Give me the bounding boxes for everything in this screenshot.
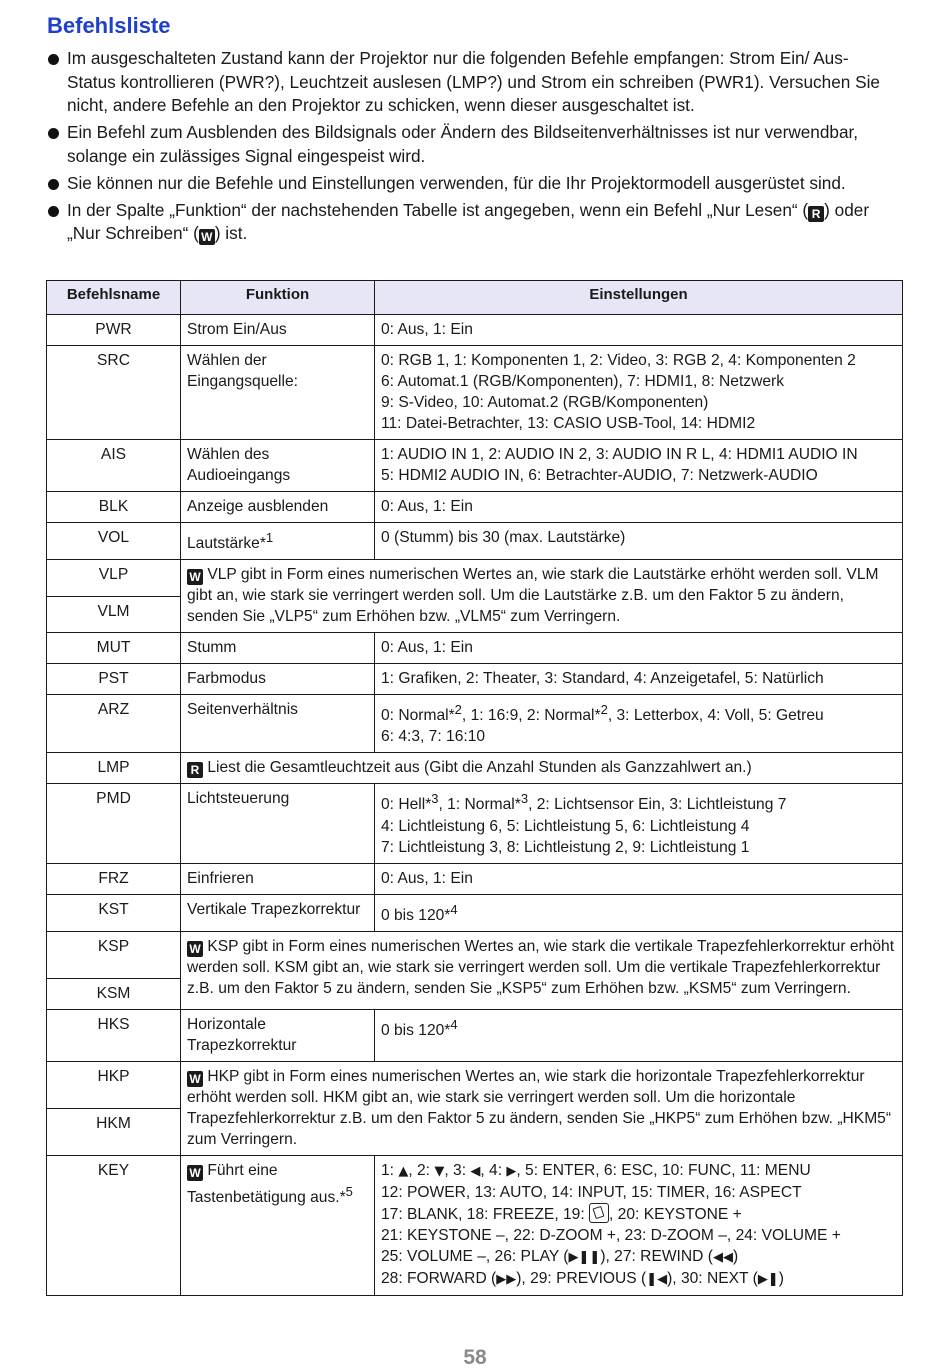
- list-item: Im ausgeschalteten Zustand kann der Projektor nur die folgenden Befehle empfangen: Strom Ein/ Aus-Status kontrollieren (PWR?), Leuchtzeit auslesen (LMP?) und Strom ein schreiben (PWR1). Versuchen Sie nicht, andere Befehle an den Projektor zu schicken, wenn dieser ausgeschaltet ist.: [47, 47, 897, 118]
- command-cell: HKM: [47, 1108, 181, 1155]
- command-cell: FRZ: [47, 863, 181, 894]
- table-row: [47, 1155, 903, 1295]
- page-number: 58: [463, 1346, 487, 1369]
- function-cell: Wählen des Audioeingangs: [181, 440, 375, 492]
- write-only-badge: W: [187, 1071, 203, 1087]
- function-cell: Seitenverhältnis: [181, 695, 375, 753]
- table-row: [47, 523, 903, 560]
- table-header-row: [47, 281, 903, 315]
- command-cell: HKS: [47, 1009, 181, 1061]
- command-cell: VOL: [47, 523, 181, 560]
- bullet-icon: [48, 179, 59, 190]
- merged-description-cell: W VLP gibt in Form eines numerischen Wertes an, wie stark die Lautstärke erhöht werden soll. VLM gibt an, wie stark sie verringert werden soll. Um die Lautstärke z.B. um den Faktor 5 zu ändern, senden Sie „VLP5“ zum Erhöhen bzw. „VLM5“ zum Verringern.: [181, 560, 903, 633]
- forward-icon: ▶▶: [496, 1271, 517, 1287]
- header-command: Befehlsname: [47, 281, 181, 315]
- settings-cell: 0 bis 120*$^4$: [375, 1009, 903, 1061]
- table-row: [47, 894, 903, 931]
- merged-description-cell: R Liest die Gesamtleuchtzeit aus (Gibt die Anzahl Stunden als Ganzzahlwert an.): [181, 753, 903, 784]
- header-settings: Einstellungen: [375, 281, 903, 315]
- command-cell: ARZ: [47, 695, 181, 753]
- table-row: [47, 695, 903, 753]
- down-arrow-icon: ▼: [434, 1163, 445, 1179]
- function-cell: Lautstärke*$^1$: [181, 523, 375, 560]
- table-row: [47, 863, 903, 894]
- write-only-badge: W: [187, 1165, 203, 1181]
- command-cell: SRC: [47, 346, 181, 440]
- function-cell: W Führt eine Tastenbetätigung aus.*$^5$: [181, 1155, 375, 1295]
- list-item: Sie können nur die Befehle und Einstellungen verwenden, für die Ihr Projektormodell ausgerüstet sind.: [47, 172, 897, 196]
- command-cell: VLP: [47, 560, 181, 597]
- page-title: Befehlsliste: [47, 13, 171, 38]
- table-row: [47, 753, 903, 784]
- right-arrow-icon: ▶: [506, 1163, 517, 1179]
- settings-cell: 0 bis 120*$^4$: [375, 894, 903, 931]
- command-cell: BLK: [47, 492, 181, 523]
- rewind-icon: ◀◀: [712, 1249, 733, 1265]
- notes-list: [47, 47, 897, 249]
- bullet-icon: [48, 206, 59, 217]
- write-only-badge: W: [187, 941, 203, 957]
- command-cell: AIS: [47, 440, 181, 492]
- command-cell: HKP: [47, 1061, 181, 1108]
- settings-cell: 0: Aus, 1: Ein: [375, 315, 903, 346]
- command-cell: KSP: [47, 931, 181, 978]
- settings-cell: 0: Aus, 1: Ein: [375, 492, 903, 523]
- settings-cell: 0: Normal*$^2$, 1: 16:9, 2: Normal*$^2$, 3: Letterbox, 4: Voll, 5: Getreu 6: 4:3, 7: 16:10: [375, 695, 903, 753]
- read-only-badge: R: [808, 206, 824, 222]
- command-cell: LMP: [47, 753, 181, 784]
- settings-cell: 0: RGB 1, 1: Komponenten 1, 2: Video, 3: RGB 2, 4: Komponenten 2 6: Automat.1 (RGB/Komponenten), 7: HDMI1, 8: Netzwerk 9: S-Video, 10: Automat.2 (RGB/Komponenten) 11: Datei-Betrachter, 13: CASIO USB-Tool, 14: HDMI2: [375, 346, 903, 440]
- write-only-badge: W: [187, 569, 203, 585]
- left-arrow-icon: ◀: [470, 1163, 481, 1179]
- previous-icon: ❚◀: [646, 1271, 668, 1287]
- table-row: [47, 633, 903, 664]
- table-row: [47, 664, 903, 695]
- command-cell: MUT: [47, 633, 181, 664]
- list-item: Ein Befehl zum Ausblenden des Bildsignals oder Ändern des Bildseitenverhältnisses ist nur verwendbar, solange ein zulässiges Signal eingespeist wird.: [47, 121, 897, 168]
- command-table: [46, 280, 903, 1296]
- function-cell: Wählen der Eingangsquelle:: [181, 346, 375, 440]
- play-pause-icon: ▶❚❚: [568, 1249, 601, 1265]
- settings-cell: 1: Grafiken, 2: Theater, 3: Standard, 4: Anzeigetafel, 5: Natürlich: [375, 664, 903, 695]
- command-cell: KSM: [47, 978, 181, 1009]
- settings-cell: 0: Aus, 1: Ein: [375, 863, 903, 894]
- merged-description-cell: W KSP gibt in Form eines numerischen Wertes an, wie stark die vertikale Trapezfehlerkorrektur erhöht werden soll. KSM gibt an, wie stark sie verringert werden soll. Um die vertikale Trapezfehlerkorrektur z.B. um den Faktor 5 zu ändern, senden Sie „KSP5“ zum Erhöhen bzw. „KSM5“ zum Verringern.: [181, 931, 903, 1009]
- next-icon: ▶❚: [757, 1271, 779, 1287]
- settings-cell: 0: Hell*$^3$, 1: Normal*$^3$, 2: Lichtsensor Ein, 3: Lichtleistung 7 4: Lichtleistung 6, 5: Lichtleistung 5, 6: Lichtleistung 4 7: Lichtleistung 3, 8: Lichtleistung 2, 9: Lichtleistung 1: [375, 784, 903, 863]
- function-cell: Horizontale Trapezkorrektur: [181, 1009, 375, 1061]
- read-only-badge: R: [187, 762, 203, 778]
- table-row: [47, 492, 903, 523]
- merged-description-cell: W HKP gibt in Form eines numerischen Wertes an, wie stark die horizontale Trapezfehlerkorrektur erhöht werden soll. HKM gibt an, wie stark sie verringert werden soll. Um die horizontale Trapezfehlerkorrektur z.B. um den Faktor 5 zu ändern, senden Sie „HKP5“ zum Erhöhen bzw. „HKM5“ zum Verringern.: [181, 1061, 903, 1155]
- list-item: In der Spalte „Funktion“ der nachstehenden Tabelle ist angegeben, wenn ein Befehl „Nur Lesen“ ( R ) oder „Nur Schreiben“ ( W ) ist.: [47, 199, 897, 246]
- settings-cell: 0 (Stumm) bis 30 (max. Lautstärke): [375, 523, 903, 560]
- header-function: Funktion: [181, 281, 375, 315]
- function-cell: Farbmodus: [181, 664, 375, 695]
- table-row: [47, 931, 903, 978]
- function-cell: Vertikale Trapezkorrektur: [181, 894, 375, 931]
- function-cell: Stumm: [181, 633, 375, 664]
- command-cell: KST: [47, 894, 181, 931]
- command-cell: KEY: [47, 1155, 181, 1295]
- command-cell: VLM: [47, 597, 181, 633]
- bullet-icon: [48, 54, 59, 65]
- settings-cell: 1: AUDIO IN 1, 2: AUDIO IN 2, 3: AUDIO IN R L, 4: HDMI1 AUDIO IN 5: HDMI2 AUDIO IN, 6: Betrachter-AUDIO, 7: Netzwerk-AUDIO: [375, 440, 903, 492]
- table-row: [47, 1009, 903, 1061]
- table-row: [47, 784, 903, 863]
- eco-key-icon: [589, 1203, 609, 1223]
- write-only-badge: W: [199, 229, 215, 245]
- table-row: [47, 1061, 903, 1108]
- function-cell: Lichtsteuerung: [181, 784, 375, 863]
- settings-cell: 1: ▲, 2: ▼, 3: ◀, 4: ▶, 5: ENTER, 6: ESC, 10: FUNC, 11: MENU 12: POWER, 13: AUTO, 14: INPUT, 15: TIMER, 16: ASPECT 17: BLANK, 18: FREEZE, 19: , 20: KEYSTONE + 21: KEYSTONE –, 22: D-ZOOM +, 23: D-ZOOM –, 24: VOLUME + 25: VOLUME –, 26: PLAY (▶❚❚), 27: REWIND (◀◀) 28: FORWARD (▶▶), 29: PREVIOUS (❚◀), 30: NEXT (▶❚): [375, 1155, 903, 1295]
- command-cell: PMD: [47, 784, 181, 863]
- table-row: [47, 315, 903, 346]
- command-cell: PST: [47, 664, 181, 695]
- table-row: [47, 440, 903, 492]
- table-row: [47, 346, 903, 440]
- up-arrow-icon: ▲: [398, 1163, 409, 1179]
- function-cell: Einfrieren: [181, 863, 375, 894]
- bullet-icon: [48, 128, 59, 139]
- settings-cell: 0: Aus, 1: Ein: [375, 633, 903, 664]
- table-row: [47, 560, 903, 597]
- function-cell: Anzeige ausblenden: [181, 492, 375, 523]
- command-cell: PWR: [47, 315, 181, 346]
- function-cell: Strom Ein/Aus: [181, 315, 375, 346]
